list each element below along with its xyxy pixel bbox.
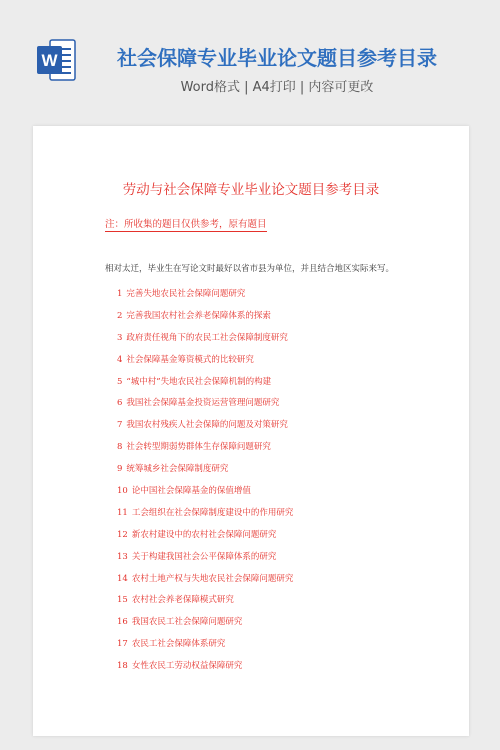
item-number: 8 (117, 442, 123, 453)
document-intro: 相对太迁，毕业生在写论文时最好以省市县为单位，并且结合地区实际来写。 (105, 264, 395, 274)
list-item (117, 440, 293, 462)
list-item (117, 572, 293, 594)
item-text: 农村土地产权与失地农民社会保障问题研究 (131, 573, 294, 584)
list-item (117, 659, 293, 681)
item-text: 我国社会保障基金投资运营管理问题研究 (126, 398, 280, 409)
item-number: 4 (117, 354, 123, 365)
list-item (117, 484, 293, 506)
item-text: “城中村”失地农民社会保障机制的构建 (126, 376, 272, 387)
list-item (117, 287, 293, 309)
item-text: 农民工社会保障体系研究 (131, 639, 226, 650)
item-number: 3 (117, 332, 123, 343)
item-text: 新农村建设中的农村社会保障问题研究 (131, 529, 277, 540)
list-item (117, 528, 293, 550)
item-text: 我国农村残疾人社会保障的问题及对策研究 (126, 420, 288, 431)
item-text: 完善失地农民社会保障问题研究 (126, 289, 246, 299)
header-banner (0, 0, 500, 110)
item-text: 关于构建我国社会公平保障体系的研究 (131, 551, 277, 562)
list-item (117, 396, 293, 418)
page-title: 社会保障专业毕业论文题目参考目录 (117, 46, 437, 70)
item-text: 社会保障基金筹资模式的比较研究 (126, 354, 254, 365)
list-item (117, 375, 293, 397)
list-item (117, 353, 293, 375)
item-text: 社会转型期弱势群体生存保障问题研究 (126, 442, 271, 453)
item-text: 统筹城乡社会保障制度研究 (126, 464, 229, 475)
list-item (117, 615, 293, 637)
list-item (117, 309, 293, 331)
list-item (117, 637, 293, 659)
item-number: 17 (117, 639, 128, 650)
item-text: 女性农民工劳动权益保障研究 (131, 661, 243, 672)
item-text: 工会组织在社会保障制度建设中的作用研究 (131, 507, 294, 518)
document-page (33, 126, 469, 736)
item-text: 论中国社会保障基金的保值增值 (131, 486, 251, 497)
list-item (117, 593, 293, 615)
item-number: 6 (117, 398, 123, 409)
item-number: 10 (117, 486, 128, 497)
list-item (117, 506, 293, 528)
item-number: 12 (117, 529, 128, 540)
item-text: 我国农民工社会保障问题研究 (131, 617, 243, 628)
item-text: 农村社会养老保障模式研究 (131, 595, 234, 606)
item-number: 1 (117, 289, 123, 299)
svg-text:W: W (41, 51, 58, 70)
document-title: 劳动与社会保障专业毕业论文题目参考目录 (122, 182, 380, 198)
item-number: 11 (117, 507, 128, 518)
item-number: 2 (117, 310, 123, 321)
item-text: 政府责任视角下的农民工社会保障制度研究 (126, 332, 288, 343)
list-item (117, 331, 293, 353)
topic-list (117, 287, 293, 681)
item-number: 5 (117, 376, 123, 387)
word-icon (36, 38, 76, 82)
item-number: 13 (117, 551, 128, 562)
item-number: 15 (117, 595, 128, 606)
item-text: 完善我国农村社会养老保障体系的探索 (126, 310, 271, 321)
item-number: 14 (117, 573, 128, 584)
document-note: 注：所收集的题目仅供参考，原有题目 (105, 216, 267, 232)
page-subtitle: Word格式 | A4打印 | 内容可更改 (180, 80, 374, 95)
list-item (117, 462, 293, 484)
item-number: 16 (117, 617, 128, 628)
item-number: 9 (117, 464, 123, 475)
list-item (117, 418, 293, 440)
list-item (117, 550, 293, 572)
item-number: 18 (117, 661, 128, 672)
item-number: 7 (117, 420, 123, 431)
